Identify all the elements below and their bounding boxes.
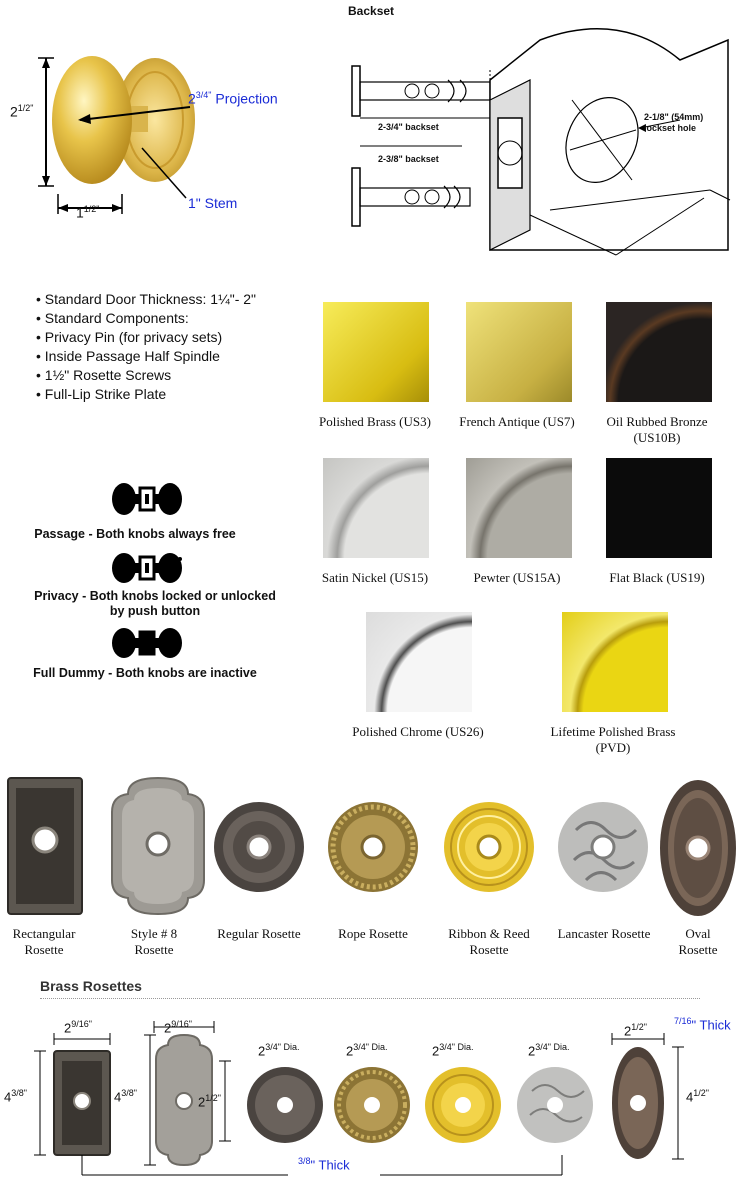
knob-height-label: $2^{1/2"}$ [10,103,34,120]
finish-label: French Antique (US7) [459,414,575,429]
oval-width-dim: $2^{1/2"}$ [624,1022,647,1039]
brass-rosettes-heading: Brass Rosettes [40,978,142,994]
style8-height-dim: $4^{3/8"}$ [114,1088,137,1105]
list-item: • 1½" Rosette Screws [36,366,306,385]
privacy-label: Privacy - Both knobs locked or unlocked by push button [34,589,276,618]
rosette-label: Lancaster Rosette [557,926,651,941]
finish-label: Polished Chrome (US26) [352,724,484,739]
rosette-label: Regular Rosette [217,926,301,941]
backset-diagram [340,0,740,270]
finish-label: Pewter (US15A) [473,570,561,585]
backset-a-label: 2-3/4" backset [378,122,439,132]
finish-label: Lifetime Polished Brass (PVD) [550,724,676,755]
passage-function-icon [110,480,185,520]
rope-rosette-image[interactable] [326,800,420,894]
rect-height-dim: $4^{3/8"}$ [4,1088,27,1105]
dummy-function-icon [110,626,185,662]
knob-illustration [0,0,310,240]
list-item: • Standard Door Thickness: 1¼"- 2" [36,290,306,309]
regular-dia-dim: $2^{3/4" Dia.}$ [258,1042,300,1059]
section-divider [40,998,700,999]
finish-swatch-satin-nickel[interactable] [323,458,429,558]
backset-title: Backset [348,4,395,18]
lockset-hole-label: 2-1/8" (54mm) lockset hole [644,112,704,133]
finish-swatch-polished-chrome[interactable] [366,612,472,712]
rosette-thickness-dim: $^{3/8}$" Thick [298,1156,350,1173]
rectangular-rosette-image[interactable] [6,776,86,916]
knob-projection-label: $2^{3/4"}$ Projection [188,90,278,107]
style8-inner-dim: $2^{1/2"}$ [198,1093,221,1110]
finish-swatch-oil-rubbed-bronze[interactable] [606,302,712,402]
style8-rosette-image[interactable] [108,776,208,916]
oval-rosette-image[interactable] [658,778,738,918]
rosette-label: Oval Rosette [678,926,718,957]
finish-swatch-pewter[interactable] [466,458,572,558]
components-list [36,290,306,404]
oval-thickness-dim: $^{7/16}$" Thick [674,1016,731,1033]
list-item: • Privacy Pin (for privacy sets) [36,328,306,347]
oval-height-dim: $4^{1/2"}$ [686,1088,709,1105]
lancaster-rosette-image[interactable] [556,800,650,894]
rect-width-dim: $2^{9/16"}$ [64,1019,92,1036]
style8-width-dim: $2^{9/16"}$ [164,1019,192,1036]
list-item: • Inside Passage Half Spindle [36,347,306,366]
finish-swatch-lifetime-polished-brass[interactable] [562,612,668,712]
finish-label: Polished Brass (US3) [319,414,431,429]
backset-b-label: 2-3/8" backset [378,154,439,164]
rosette-label: Rope Rosette [338,926,408,941]
knob-stem-label: 1" Stem [188,195,238,211]
rosette-label: Ribbon & Reed Rosette [448,926,530,957]
finish-label: Flat Black (US19) [609,570,705,585]
lancaster-dia-dim: $2^{3/4" Dia.}$ [528,1042,570,1059]
passage-label: Passage - Both knobs always free [34,527,236,541]
knob-width-label: $1^{1/2"}$ [76,204,100,221]
finish-swatch-flat-black[interactable] [606,458,712,558]
door-backset-drawing [340,0,740,270]
rope-dia-dim: $2^{3/4" Dia.}$ [346,1042,388,1059]
finish-label: Satin Nickel (US15) [321,570,429,585]
rosette-label: Style # 8 Rosette [130,926,178,957]
finish-label: Oil Rubbed Bronze (US10B) [606,414,708,445]
ribbon-reed-rosette-image[interactable] [442,800,536,894]
list-item: • Full-Lip Strike Plate [36,385,306,404]
finish-swatch-french-antique[interactable] [466,302,572,402]
rosette-label: Rectangular Rosette [12,926,76,957]
dummy-label: Full Dummy - Both knobs are inactive [33,666,257,680]
knob-diagram [0,0,310,240]
regular-rosette-image[interactable] [212,800,306,894]
ribbon-dia-dim: $2^{3/4" Dia.}$ [432,1042,474,1059]
finish-swatch-polished-brass[interactable] [323,302,429,402]
privacy-function-icon [110,551,185,587]
list-item: • Standard Components: [36,309,306,328]
